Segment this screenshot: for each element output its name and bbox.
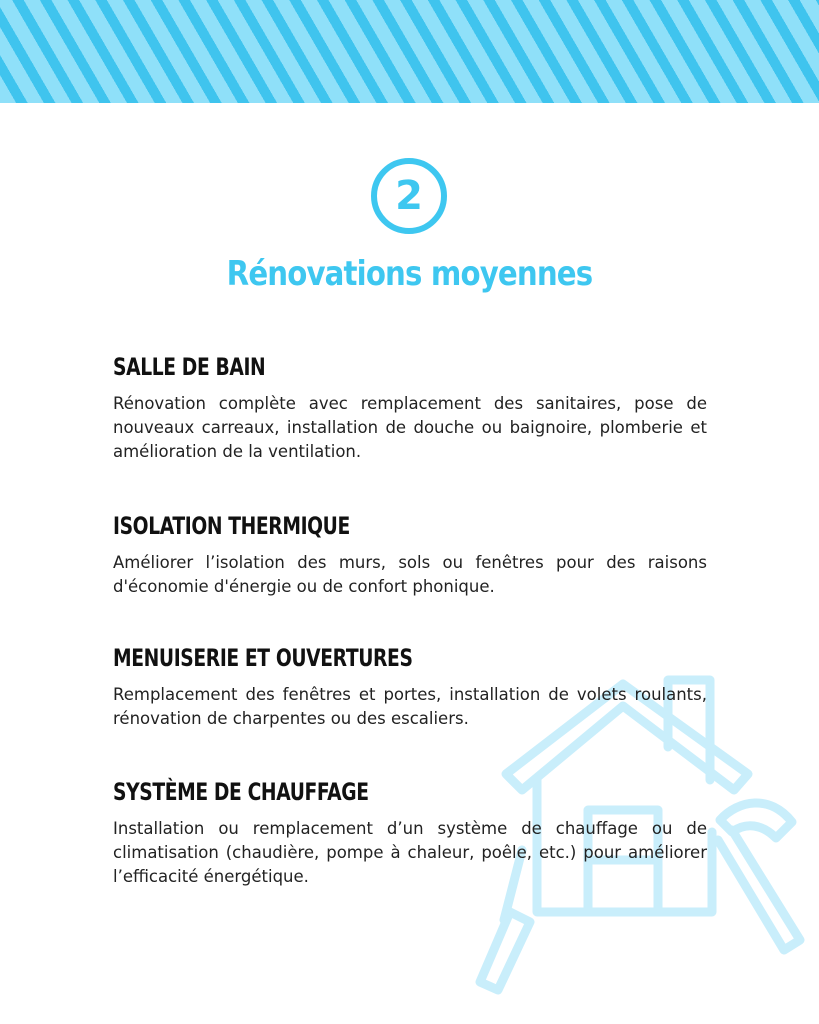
section-isolation-thermique (113, 511, 707, 599)
section-menuiserie-ouvertures (113, 643, 707, 731)
section-salle-de-bain (113, 352, 707, 464)
section-heading: MENUISERIE ET OUVERTURES (113, 644, 413, 672)
section-heading: ISOLATION THERMIQUE (113, 512, 350, 540)
section-systeme-chauffage (113, 777, 707, 889)
section-body: Rénovation complète avec remplacement des sanitaires, pose de nouveaux carreaux, installation de douche ou baignoire, plomberie et amélioration de la ventilation. (113, 394, 707, 461)
striped-header-band (0, 0, 819, 103)
section-number-badge (371, 158, 447, 234)
section-number: 2 (395, 173, 423, 219)
section-heading: SYSTÈME DE CHAUFFAGE (113, 778, 369, 806)
section-body: Améliorer l’isolation des murs, sols ou fenêtres pour des raisons d'économie d'énergie ou de confort phonique. (113, 553, 707, 596)
page-title: Rénovations moyennes (226, 254, 593, 294)
section-heading: SALLE DE BAIN (113, 353, 266, 381)
section-body: Remplacement des fenêtres et portes, installation de volets roulants, rénovation de charpentes ou des escaliers. (113, 685, 707, 728)
section-body: Installation ou remplacement d’un système de chauffage ou de climatisation (chaudière, pompe à chaleur, poêle, etc.) pour améliorer l’efficacité énergétique. (113, 819, 707, 886)
